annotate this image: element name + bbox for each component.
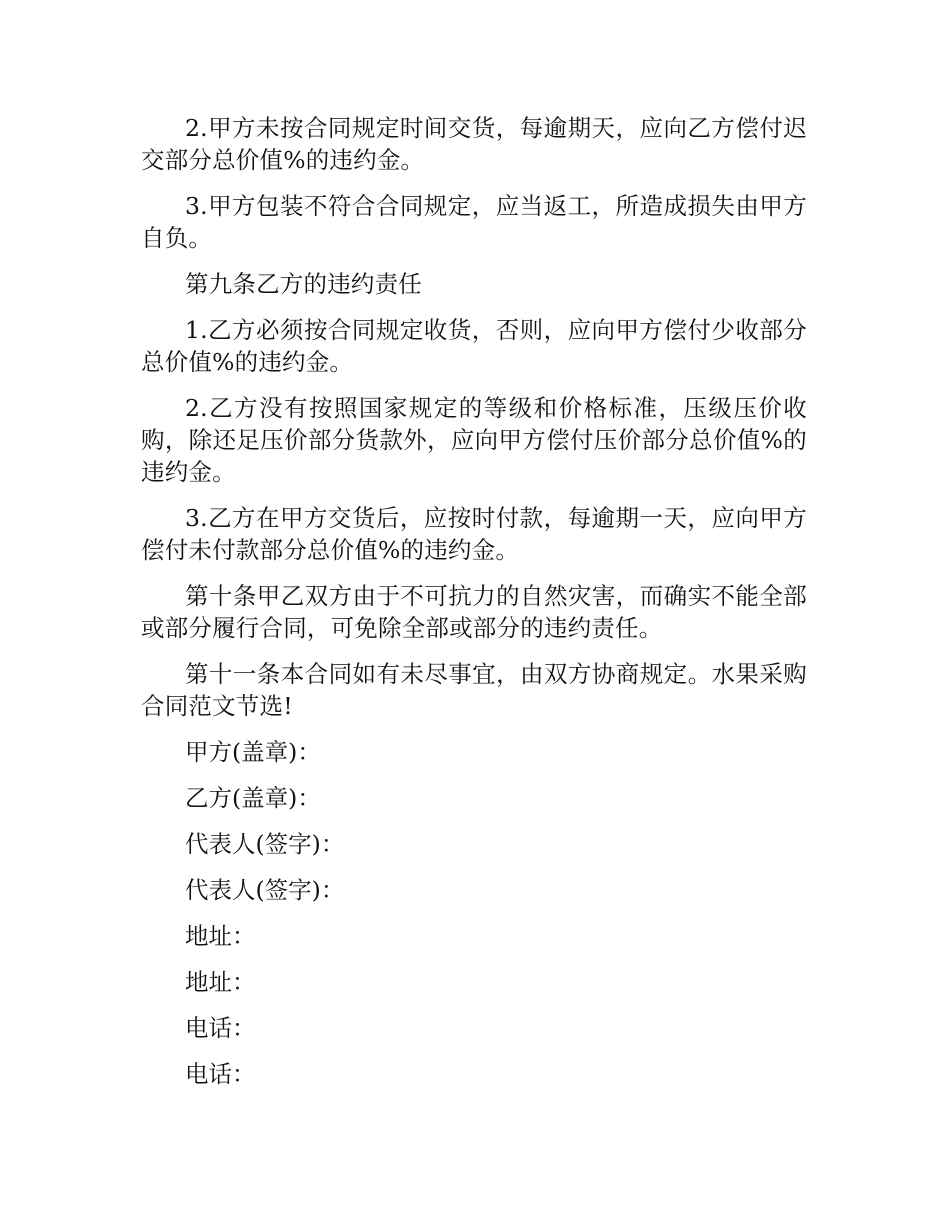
clause-paragraph: 第十条甲乙双方由于不可抗力的自然灾害，而确实不能全部或部分履行合同，可免除全部或部分的违约责任。 xyxy=(141,582,807,642)
phone-line: 电话： xyxy=(185,1060,256,1088)
clause-paragraph: 第十一条本合同如有未尽事宜，由双方协商规定。水果采购合同范文节选! xyxy=(141,660,807,720)
clause-paragraph: 2.乙方没有按照国家规定的等级和价格标准，压级压价收购，除还足压价部分货款外，应向甲方偿付压价部分总价值%的违约金。 xyxy=(141,394,807,486)
representative-signature-line: 代表人(签字)： xyxy=(185,876,345,904)
clause-paragraph: 1.乙方必须按合同规定收货，否则，应向甲方偿付少收部分总价值%的违约金。 xyxy=(141,316,807,376)
document-page xyxy=(141,112,807,1104)
address-line: 地址： xyxy=(185,968,256,996)
party-b-seal-line: 乙方(盖章)： xyxy=(185,784,321,812)
address-line: 地址： xyxy=(185,922,256,950)
phone-line: 电话： xyxy=(185,1014,256,1042)
section-heading: 第九条乙方的违约责任 xyxy=(185,270,422,298)
clause-paragraph: 3.甲方包装不符合合同规定，应当返工，所造成损失由甲方自负。 xyxy=(141,192,807,252)
party-a-seal-line: 甲方(盖章)： xyxy=(185,738,321,766)
representative-signature-line: 代表人(签字)： xyxy=(185,830,345,858)
clause-paragraph: 2.甲方未按合同规定时间交货，每逾期天，应向乙方偿付迟交部分总价值%的违约金。 xyxy=(141,114,807,174)
clause-paragraph: 3.乙方在甲方交货后，应按时付款，每逾期一天，应向甲方偿付未付款部分总价值%的违约金。 xyxy=(141,504,807,564)
